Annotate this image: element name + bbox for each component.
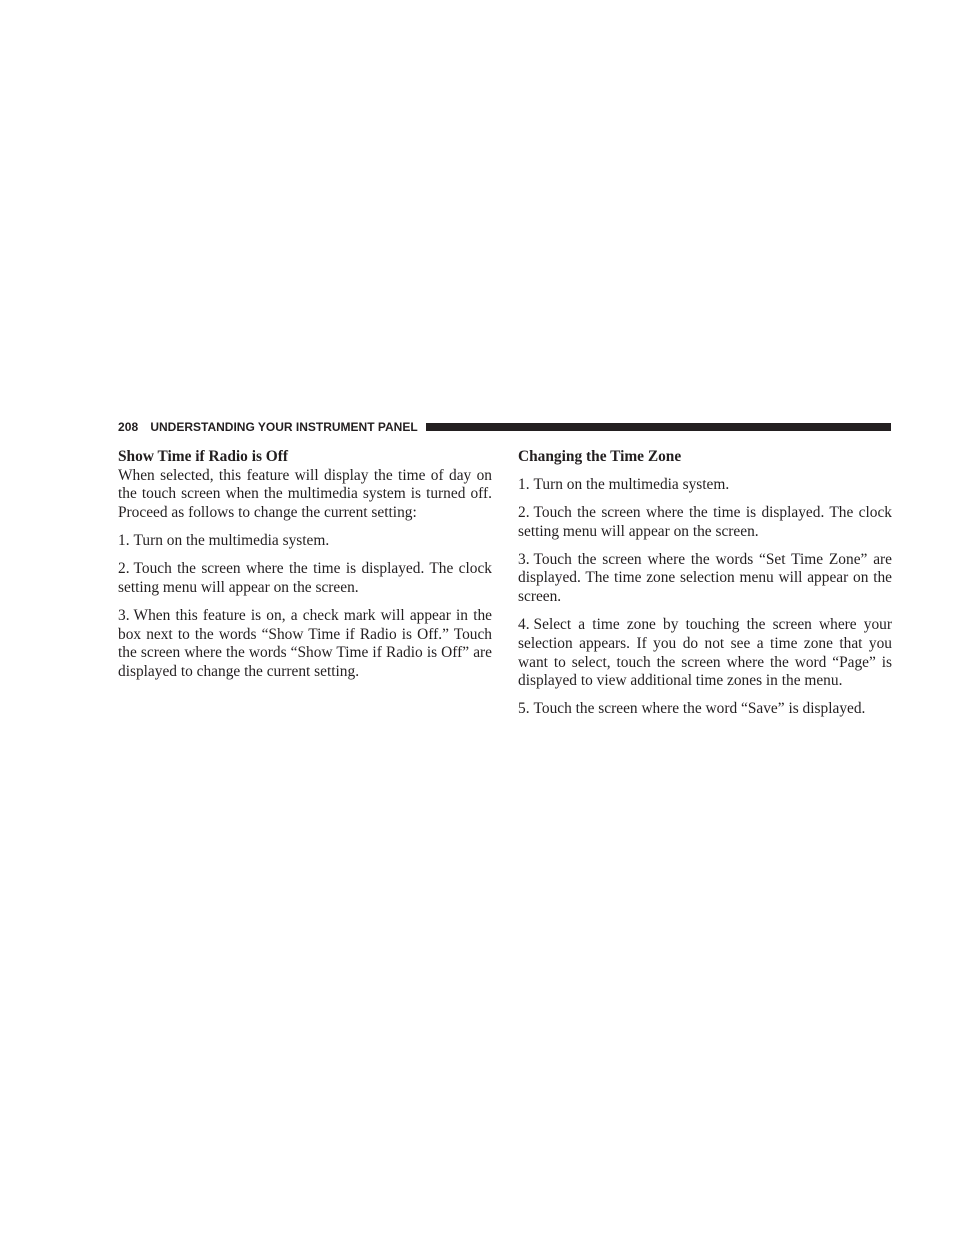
step-text: Touch the screen where the time is displayed. The clock setting menu will appear on the screen. — [518, 504, 892, 540]
step-number: 1. — [118, 532, 130, 550]
left-column — [118, 448, 492, 691]
section-heading-show-time: Show Time if Radio is Off — [118, 448, 289, 465]
step-text: Turn on the multimedia system. — [133, 532, 330, 550]
step-number: 1. — [518, 476, 530, 493]
right-step-3 — [518, 551, 892, 607]
step-number: 4. — [518, 616, 530, 634]
step-number: 2. — [118, 560, 130, 578]
step-text: When this feature is on, a check mark will appear in the box next to the words “Show Time if Radio is Off.” Touch the screen where the words “Show Time if Radio is Off” are displayed to change the current setting. — [118, 606, 492, 680]
page-number: 208 — [118, 420, 139, 434]
step-text: Select a time zone by touching the screen where your selection appears. If you do not see a time zone that you want to select, touch the screen where the word “Page” is displayed to view additional time zones in the menu. — [518, 616, 892, 690]
right-step-2 — [518, 504, 892, 541]
step-text: Touch the screen where the words “Set Time Zone” are displayed. The time zone selection menu will appear on the screen. — [518, 550, 892, 606]
step-text: Touch the screen where the word “Save” is displayed. — [533, 700, 866, 718]
step-number: 5. — [518, 700, 530, 718]
step-text: Touch the screen where the time is displayed. The clock setting menu will appear on the screen. — [118, 560, 492, 596]
right-column — [518, 448, 892, 728]
step-number: 2. — [518, 504, 530, 521]
left-step-3 — [118, 607, 492, 682]
right-step-4 — [518, 616, 892, 691]
intro-paragraph: When selected, this feature will display the time of day on the touch screen when the multimedia system is turned off. Proceed as follows to change the current setting: — [118, 466, 492, 522]
right-step-5 — [518, 700, 892, 719]
section-title: UNDERSTANDING YOUR INSTRUMENT PANEL — [150, 420, 418, 434]
header-rule — [426, 423, 891, 431]
right-step-1 — [518, 476, 892, 495]
section-heading-time-zone: Changing the Time Zone — [518, 448, 682, 465]
step-number: 3. — [118, 606, 130, 624]
step-number: 3. — [518, 550, 530, 568]
left-step-2 — [118, 560, 492, 597]
step-text: Turn on the multimedia system. — [533, 476, 730, 493]
page-header — [118, 419, 891, 435]
left-step-1 — [118, 532, 492, 551]
